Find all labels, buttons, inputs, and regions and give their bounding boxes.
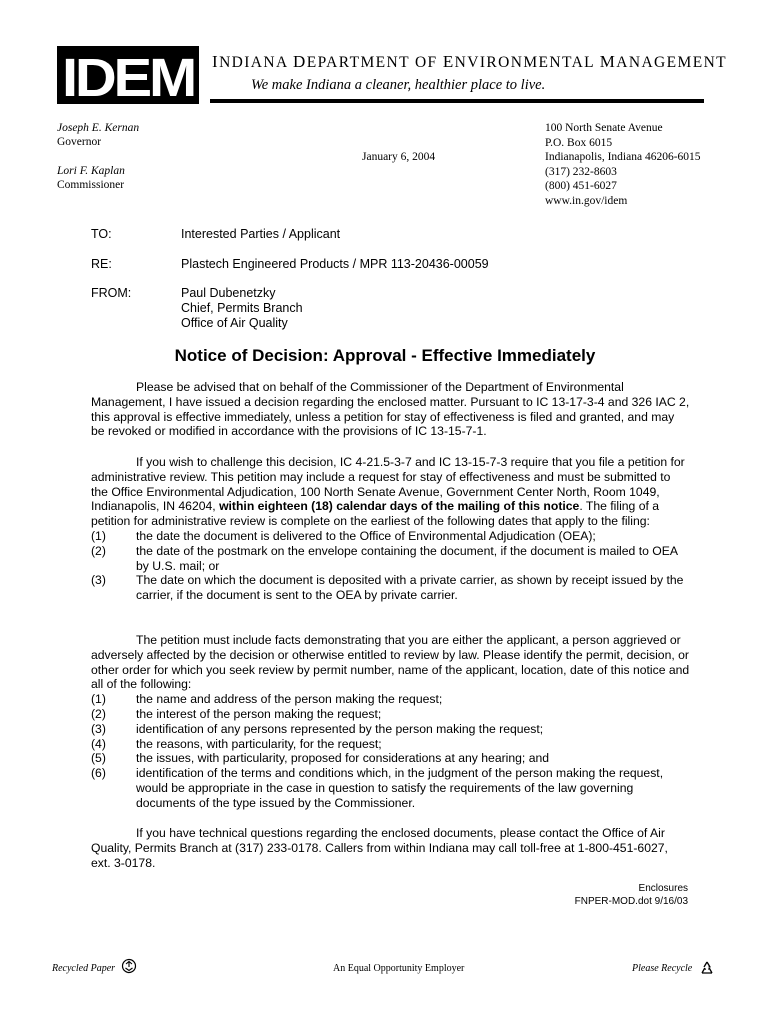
recycled-paper-label: Recycled Paper xyxy=(52,963,116,974)
from-line: Paul Dubenetzky xyxy=(181,286,276,300)
paragraph-2-text: If you wish to challenge this decision, IC 4-21.5-3-7 and IC 13-15-7-3 require that you file a petition for administrative review. This petition may include a request for stay of effectiveness and must be submitted to the Office Environmental Adjudication, 100 North Senate Avenue, Government Center North, Room 1049, Indianapolis, IN 46204, within eighteen (18) calendar days of the mailing of this notice. The filing of a petition for administrative review is complete on the earliest of the following dates that apply to the filing: xyxy=(91,455,685,529)
from-line: Chief, Permits Branch xyxy=(181,301,303,315)
letter-date: January 6, 2004 xyxy=(362,151,436,163)
re-value: Plastech Engineered Products / MPR 113-20436-00059 xyxy=(181,257,489,271)
list-item: (5) the issues, with particularity, proposed for considerations at any hearing; and xyxy=(91,751,550,766)
enclosures-note xyxy=(575,882,688,908)
from-label: FROM: xyxy=(91,286,132,300)
notice-title: Notice of Decision: Approval - Effective Immediately xyxy=(174,346,596,365)
list-item: (1) the name and address of the person making the request; xyxy=(91,692,443,707)
paragraph-1 xyxy=(91,380,690,439)
address-block xyxy=(545,121,701,208)
paragraph-3 xyxy=(91,633,690,811)
commissioner-name: Lori F. Kaplan xyxy=(57,165,125,177)
idem-logo xyxy=(57,46,199,104)
enclosures-label: Enclosures xyxy=(638,883,688,894)
to-label: TO: xyxy=(91,227,112,241)
from-line: Office of Air Quality xyxy=(181,316,288,330)
address-line: (800) 451-6027 xyxy=(545,180,617,192)
paragraph-4-text: If you have technical questions regarding the enclosed documents, please contact the Office of Air Quality, Permits Branch at (317) 233-0178. Callers from within Indiana may call toll-free at 1-800-451-6027, ext. 3-0178. xyxy=(91,826,668,870)
list-item: (2) the interest of the person making the request; xyxy=(91,706,382,721)
equal-opportunity-label: An Equal Opportunity Employer xyxy=(333,963,465,974)
commissioner-title: Commissioner xyxy=(57,179,125,191)
recycled-paper-icon xyxy=(121,958,137,974)
address-line: 100 North Senate Avenue xyxy=(545,122,663,134)
address-line: P.O. Box 6015 xyxy=(545,136,613,149)
list-item: (4) the reasons, with particularity, for the request; xyxy=(91,736,382,751)
list-item: (3) The date on which the document is deposited with a private carrier, as shown by receipt issued by the carrier, if the document is sent to the OEA by private carrier. xyxy=(91,573,684,603)
governor-title: Governor xyxy=(57,136,102,148)
website-link[interactable]: www.in.gov/idem xyxy=(545,194,628,207)
governor-name: Joseph E. Kernan xyxy=(57,122,140,134)
address-line: Indianapolis, Indiana 46206-6015 xyxy=(545,151,701,163)
department-name: INDIANA DEPARTMENT OF ENVIRONMENTAL MANAGEMENT xyxy=(212,52,728,71)
list-item: (1) the date the document is delivered to the Office of Environmental Adjudication (OEA); xyxy=(91,528,596,543)
address-line: (317) 232-8603 xyxy=(545,165,617,178)
list-item: (3) identification of any persons represented by the person making the request; xyxy=(91,721,544,736)
document-code: FNPER-MOD.dot 9/16/03 xyxy=(574,896,688,907)
paragraph-2 xyxy=(91,455,690,603)
please-recycle-label: Please Recycle xyxy=(632,963,693,974)
logo-text: IDEM xyxy=(62,48,195,104)
paragraph-4 xyxy=(91,826,690,870)
paragraph-3-text: The petition must include facts demonstrating that you are either the applicant, a person aggrieved or adversely affected by the decision or otherwise entitled to review by law. Please identify the permit, decision, or other order for which you seek review by permit number, name of the applicant, location, date of this notice and all of the following: xyxy=(91,633,690,692)
tagline: We make Indiana a cleaner, healthier place to live. xyxy=(251,77,546,93)
to-value: Interested Parties / Applicant xyxy=(181,227,341,241)
re-label: RE: xyxy=(91,257,112,271)
recycle-icon xyxy=(699,960,715,976)
paragraph-1-text: Please be advised that on behalf of the Commissioner of the Department of Environmental Management, I have issued a decision regarding the enclosed matter. Pursuant to IC 13-17-3-4 and 326 IAC 2, this approval is effective immediately, unless a petition for stay of effectiveness is filed and granted, and may be revoked or modified in accordance with the provisions of IC 13-15-7-1. xyxy=(91,380,690,439)
from-value xyxy=(181,286,303,331)
header-rule xyxy=(210,99,704,103)
list-item: (2) the date of the postmark on the envelope containing the document, if the document is mailed to OEA by U.S. mail; or xyxy=(91,543,678,573)
list-item: (6) identification of the terms and conditions which, in the judgment of the person making the request, would be appropriate in the case in question to satisfy the requirements of the law governing documents of the type issued by the Commissioner. xyxy=(91,766,664,810)
